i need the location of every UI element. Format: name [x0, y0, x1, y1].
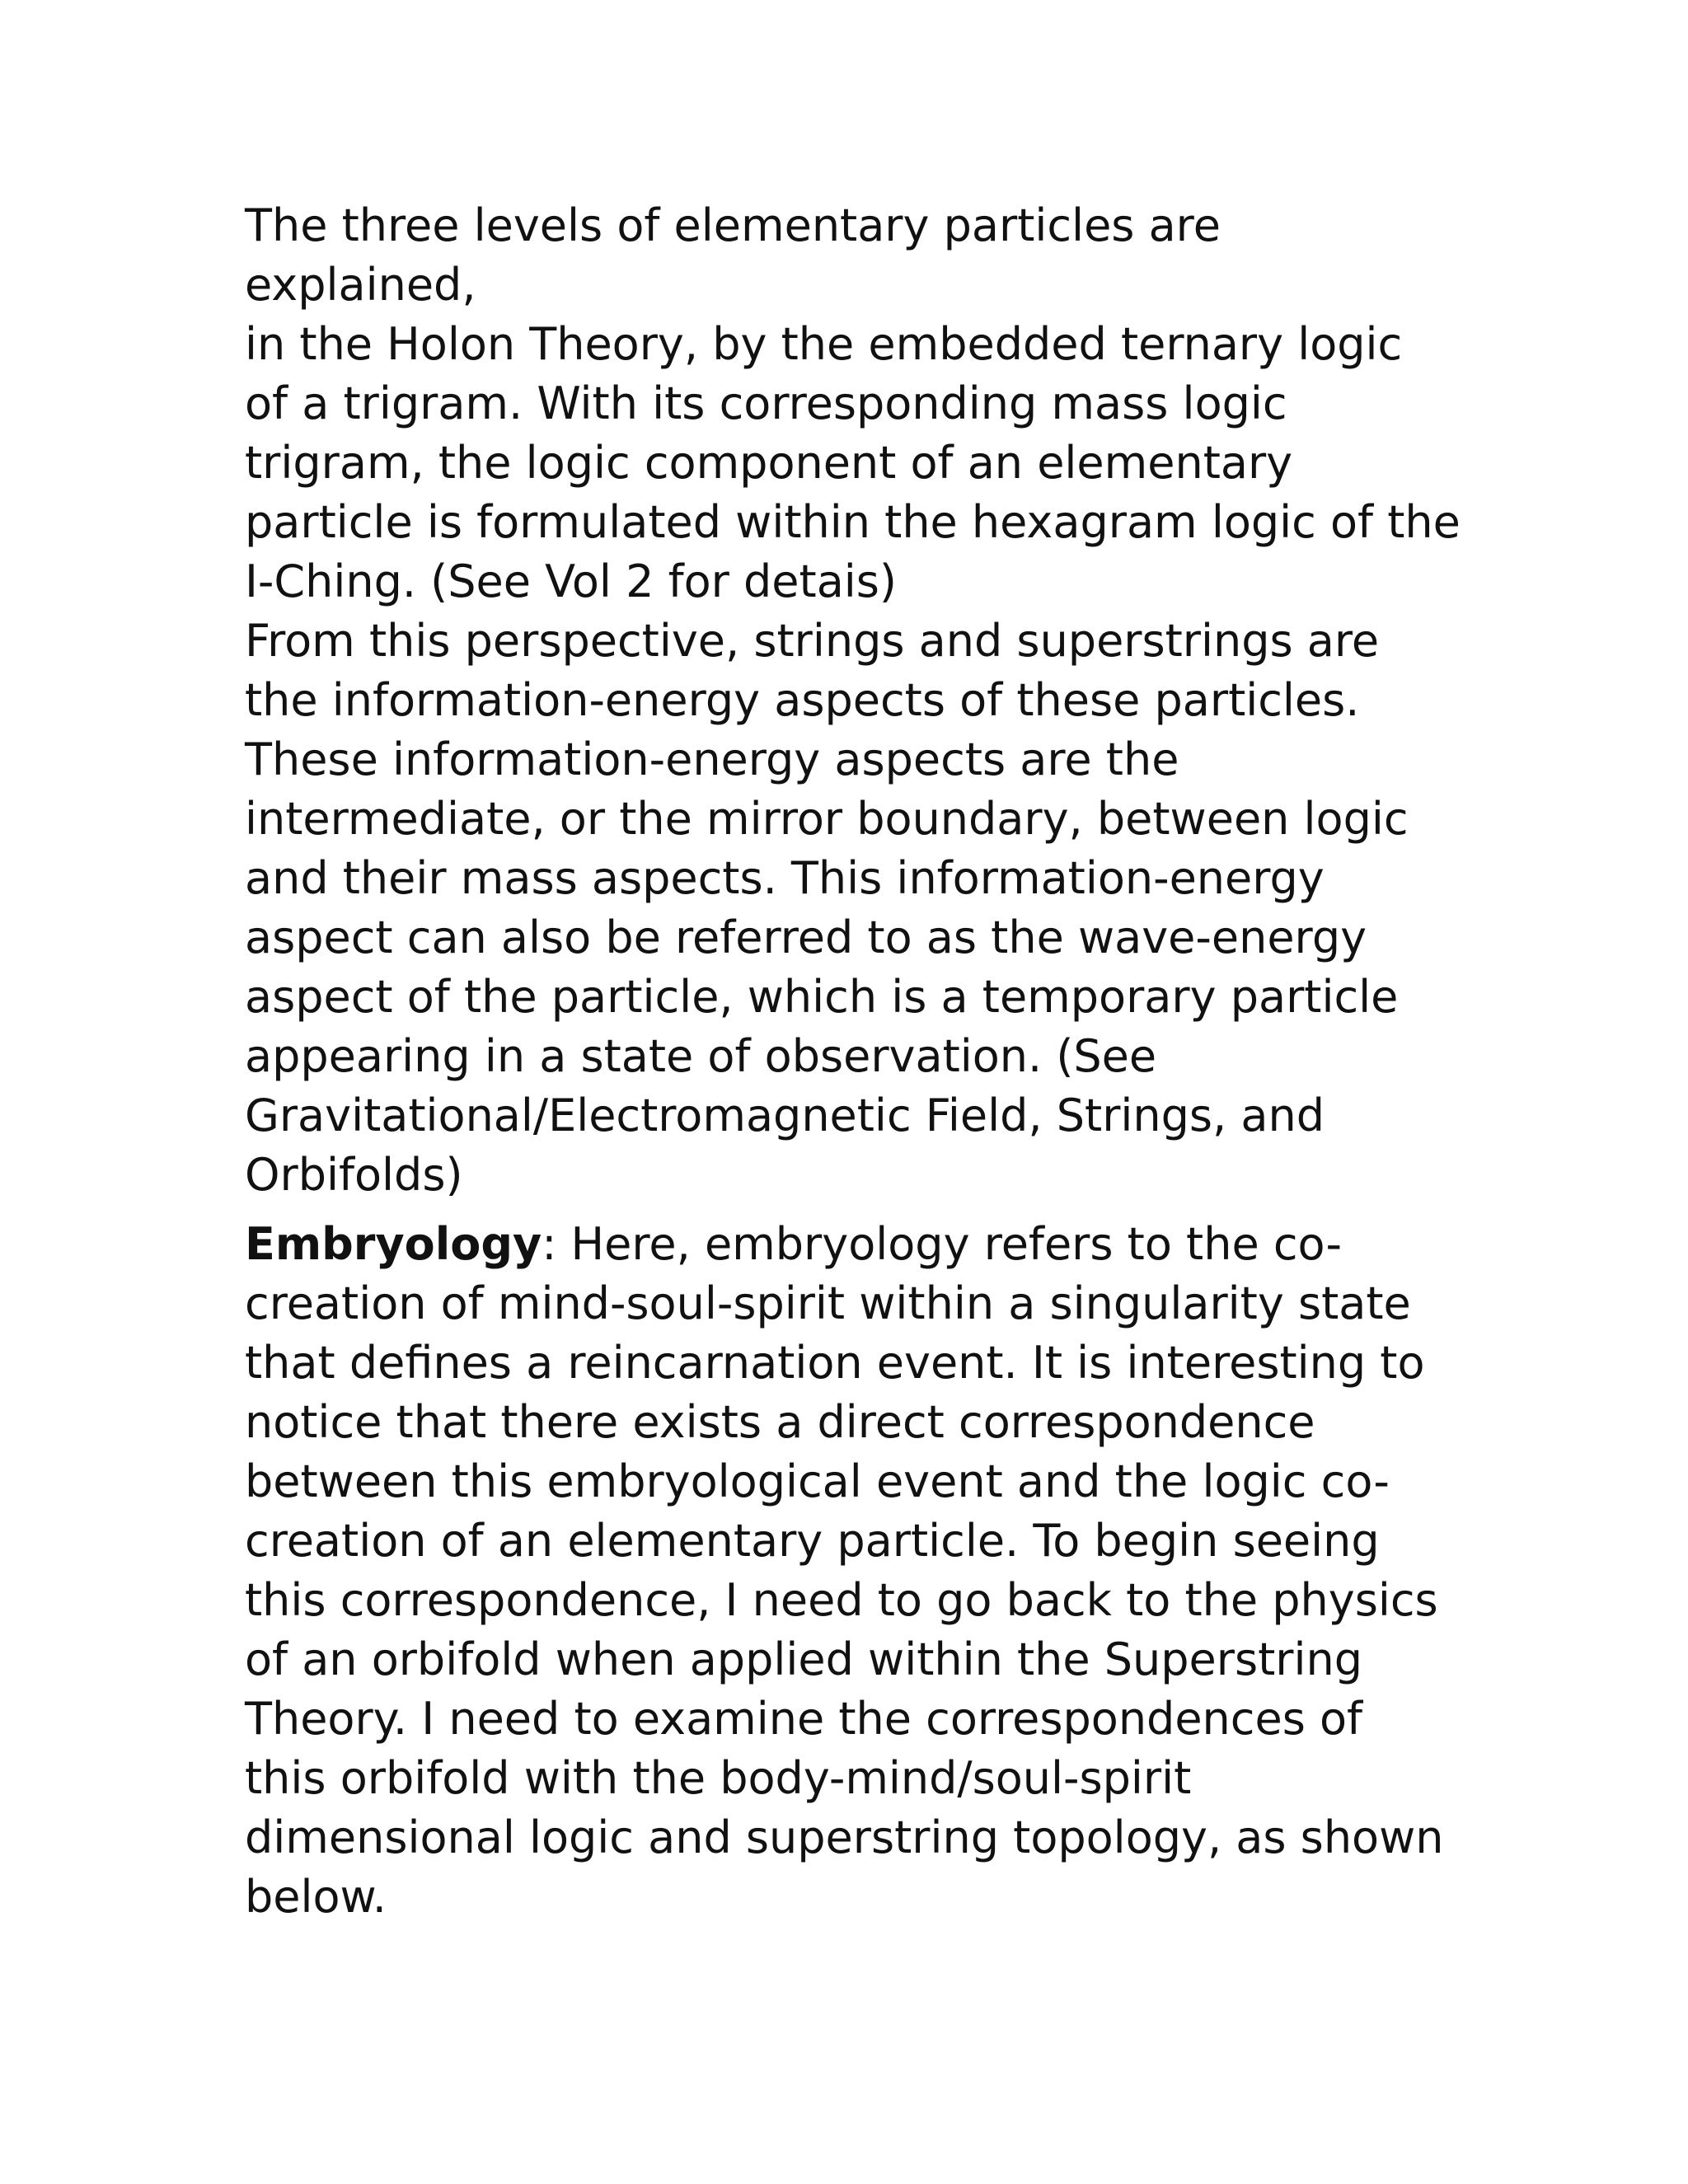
paragraph-embryology	[245, 1215, 1465, 1927]
embryology-definition: : Here, embryology refers to the co- creation of mind-soul-spirit within a singularity state that defines a reincarnation event. It is interesting to notice that there exists a direct correspondence between this embryological event and the logic co- creation of an elementary particle. To begin seeing this correspondence, I need to go back to the physics of an orbifold when applied within the Superstring Theory. I need to examine the correspondences of this orbifold with the body-mind/soul-spirit dimensional logic and superstring topology, as shown below.	[245, 1218, 1444, 1923]
paragraph-strings-superstrings: From this perspective, strings and superstrings are the information-energy aspects of these particles. These information-energy aspects are the intermediate, or the mirror boundary, between logic and their mass aspects. This information-energy aspect can also be referred to as the wave-energy aspect of the particle, which is a temporary particle appearing in a state of observation. (See Gravitational/Electromagnetic Field, Strings, and Orbifolds)	[245, 615, 1409, 1201]
embryology-term: Embryology	[245, 1218, 542, 1270]
paragraph-elementary-particles: The three levels of elementary particles are explained, in the Holon Theory, by the embedded ternary logic of a trigram. With its corresponding mass logic trigram, the logic component of an elementary particle is formulated within the hexagram logic of the I-Ching. (See Vol 2 for detais)	[245, 199, 1461, 607]
body-text	[245, 196, 1465, 1927]
